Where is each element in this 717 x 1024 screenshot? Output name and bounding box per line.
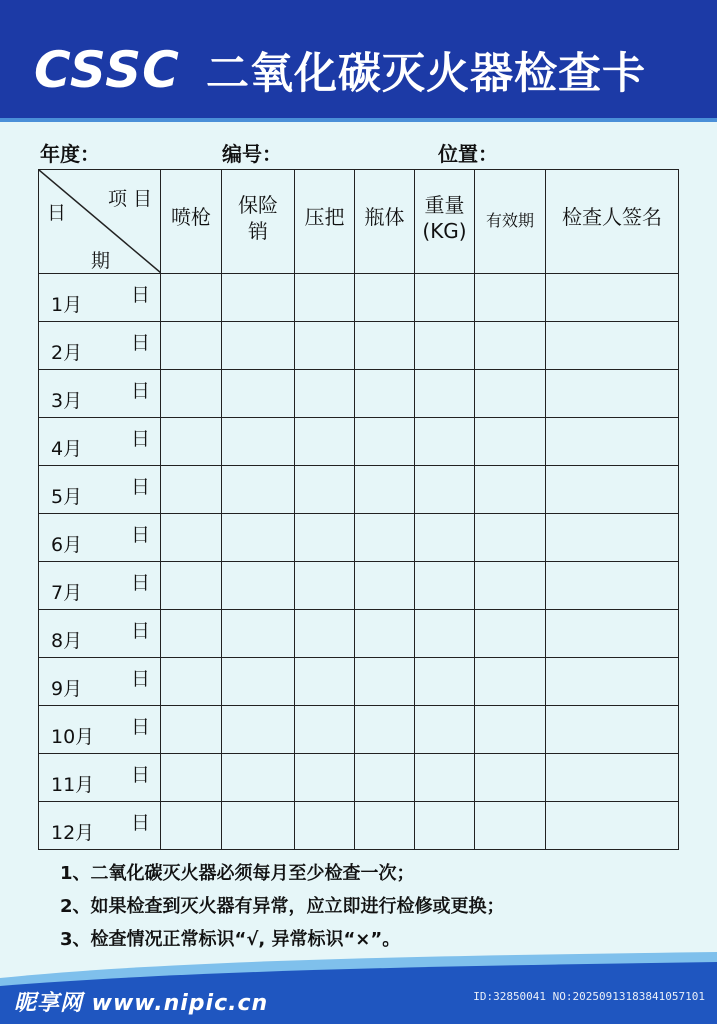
- date-cell: [39, 370, 161, 418]
- entry-cell[interactable]: [415, 274, 475, 322]
- month-label: 7月: [51, 582, 83, 604]
- entry-cell[interactable]: [546, 706, 679, 754]
- entry-cell[interactable]: [546, 370, 679, 418]
- day-label: 日: [131, 332, 151, 354]
- date-cell: [39, 802, 161, 850]
- entry-cell[interactable]: [475, 514, 546, 562]
- entry-cell[interactable]: [355, 658, 415, 706]
- month-label: 4月: [51, 438, 83, 460]
- entry-cell[interactable]: [161, 706, 222, 754]
- entry-cell[interactable]: [161, 658, 222, 706]
- entry-cell[interactable]: [355, 610, 415, 658]
- entry-cell[interactable]: [475, 418, 546, 466]
- entry-cell[interactable]: [475, 706, 546, 754]
- entry-cell[interactable]: [355, 802, 415, 850]
- month-label: 5月: [51, 486, 83, 508]
- entry-cell[interactable]: [415, 466, 475, 514]
- entry-cell[interactable]: [546, 514, 679, 562]
- day-label: 日: [131, 716, 151, 738]
- entry-cell[interactable]: [415, 514, 475, 562]
- entry-cell[interactable]: [355, 322, 415, 370]
- entry-cell[interactable]: [222, 370, 295, 418]
- instructions: [60, 860, 505, 959]
- entry-cell[interactable]: [355, 514, 415, 562]
- entry-cell[interactable]: [161, 754, 222, 802]
- table-row: [39, 418, 679, 466]
- day-label: 日: [131, 284, 151, 306]
- entry-cell[interactable]: [222, 418, 295, 466]
- entry-cell[interactable]: [161, 370, 222, 418]
- entry-cell[interactable]: [222, 466, 295, 514]
- column-header-label: 检查人签名: [562, 205, 662, 229]
- date-cell: [39, 466, 161, 514]
- entry-cell[interactable]: [295, 706, 355, 754]
- table-row: [39, 274, 679, 322]
- instruction-line: 3、检查情况正常标识“√, 异常标识“×”。: [60, 929, 401, 950]
- day-label: 日: [131, 476, 151, 498]
- column-header: [475, 170, 546, 274]
- entry-cell[interactable]: [295, 274, 355, 322]
- month-label: 11月: [51, 774, 95, 796]
- entry-cell[interactable]: [355, 466, 415, 514]
- entry-cell[interactable]: [295, 610, 355, 658]
- month-label: 10月: [51, 726, 95, 748]
- column-header-label: 压把: [304, 205, 345, 229]
- entry-cell[interactable]: [355, 418, 415, 466]
- entry-cell[interactable]: [222, 610, 295, 658]
- entry-cell[interactable]: [546, 610, 679, 658]
- entry-cell[interactable]: [355, 370, 415, 418]
- date-cell: [39, 274, 161, 322]
- entry-cell[interactable]: [546, 754, 679, 802]
- year-label: 年度：: [40, 142, 100, 166]
- day-label: 日: [131, 812, 151, 834]
- entry-cell[interactable]: [161, 274, 222, 322]
- column-header: [355, 170, 415, 274]
- column-header-label: 保险销: [238, 193, 278, 243]
- corner-header-cell: [39, 170, 161, 274]
- instruction-line: 2、如果检查到灭火器有异常，应立即进行检修或更换；: [60, 896, 505, 917]
- entry-cell[interactable]: [415, 706, 475, 754]
- day-label: 日: [131, 380, 151, 402]
- corner-period-label: 期: [91, 250, 111, 272]
- entry-cell[interactable]: [415, 322, 475, 370]
- day-label: 日: [131, 764, 151, 786]
- entry-cell[interactable]: [546, 322, 679, 370]
- table-row: [39, 706, 679, 754]
- entry-cell[interactable]: [355, 754, 415, 802]
- table-row: [39, 802, 679, 850]
- entry-cell[interactable]: [546, 802, 679, 850]
- entry-cell[interactable]: [475, 658, 546, 706]
- entry-cell[interactable]: [295, 514, 355, 562]
- date-cell: [39, 706, 161, 754]
- entry-cell[interactable]: [415, 562, 475, 610]
- entry-cell[interactable]: [546, 274, 679, 322]
- month-label: 1月: [51, 294, 83, 316]
- entry-cell[interactable]: [222, 562, 295, 610]
- entry-cell[interactable]: [161, 418, 222, 466]
- entry-cell[interactable]: [415, 370, 475, 418]
- day-label: 日: [131, 668, 151, 690]
- info-fields: [0, 138, 717, 166]
- column-header-label: 有效期: [485, 211, 534, 230]
- corner-day-label: 日: [47, 202, 67, 224]
- inspection-table: [38, 169, 679, 850]
- entry-cell[interactable]: [415, 658, 475, 706]
- entry-cell[interactable]: [222, 706, 295, 754]
- entry-cell[interactable]: [295, 418, 355, 466]
- entry-cell[interactable]: [161, 610, 222, 658]
- entry-cell[interactable]: [546, 466, 679, 514]
- table-row: [39, 610, 679, 658]
- entry-cell[interactable]: [222, 754, 295, 802]
- day-label: 日: [131, 620, 151, 642]
- entry-cell[interactable]: [161, 466, 222, 514]
- month-label: 3月: [51, 390, 83, 412]
- table-row: [39, 322, 679, 370]
- entry-cell[interactable]: [475, 610, 546, 658]
- entry-cell[interactable]: [355, 706, 415, 754]
- entry-cell[interactable]: [355, 274, 415, 322]
- table-row: [39, 658, 679, 706]
- entry-cell[interactable]: [475, 322, 546, 370]
- number-label: 编号：: [222, 142, 282, 166]
- entry-cell[interactable]: [546, 562, 679, 610]
- column-header: [546, 170, 679, 274]
- entry-cell[interactable]: [546, 418, 679, 466]
- entry-cell[interactable]: [475, 370, 546, 418]
- date-cell: [39, 658, 161, 706]
- table-row: [39, 562, 679, 610]
- corner-item-label: 项 目: [107, 188, 152, 210]
- table-row: [39, 754, 679, 802]
- entry-cell[interactable]: [475, 754, 546, 802]
- entry-cell[interactable]: [222, 514, 295, 562]
- month-label: 9月: [51, 678, 83, 700]
- column-header: [222, 170, 295, 274]
- month-label: 2月: [51, 342, 83, 364]
- day-label: 日: [131, 428, 151, 450]
- entry-cell[interactable]: [415, 610, 475, 658]
- entry-cell[interactable]: [295, 562, 355, 610]
- column-header-label: 瓶体: [364, 205, 405, 229]
- month-label: 8月: [51, 630, 83, 652]
- entry-cell[interactable]: [475, 274, 546, 322]
- column-header: [295, 170, 355, 274]
- entry-cell[interactable]: [415, 754, 475, 802]
- table-row: [39, 514, 679, 562]
- date-cell: [39, 322, 161, 370]
- entry-cell[interactable]: [295, 754, 355, 802]
- entry-cell[interactable]: [295, 802, 355, 850]
- entry-cell[interactable]: [295, 322, 355, 370]
- date-cell: [39, 610, 161, 658]
- entry-cell[interactable]: [161, 802, 222, 850]
- date-cell: [39, 514, 161, 562]
- date-cell: [39, 754, 161, 802]
- month-label: 6月: [51, 534, 83, 556]
- entry-cell[interactable]: [295, 466, 355, 514]
- column-header-label: 重量(KG): [422, 193, 467, 243]
- entry-cell[interactable]: [475, 562, 546, 610]
- watermark-id: ID:32850041 NO:20250913183841057101: [473, 990, 705, 1003]
- entry-cell[interactable]: [222, 322, 295, 370]
- entry-cell[interactable]: [161, 514, 222, 562]
- entry-cell[interactable]: [222, 274, 295, 322]
- entry-cell[interactable]: [161, 322, 222, 370]
- day-label: 日: [131, 572, 151, 594]
- position-label: 位置：: [438, 142, 498, 166]
- day-label: 日: [131, 524, 151, 546]
- entry-cell[interactable]: [355, 562, 415, 610]
- cssc-logo: CSSC: [34, 41, 180, 99]
- column-header: [161, 170, 222, 274]
- table-row: [39, 370, 679, 418]
- entry-cell[interactable]: [161, 562, 222, 610]
- entry-cell[interactable]: [222, 658, 295, 706]
- footer-bar: [0, 976, 717, 1024]
- entry-cell[interactable]: [415, 802, 475, 850]
- header-banner: [0, 0, 717, 122]
- entry-cell[interactable]: [295, 370, 355, 418]
- column-header-label: 喷枪: [171, 205, 211, 229]
- entry-cell[interactable]: [222, 802, 295, 850]
- date-cell: [39, 562, 161, 610]
- entry-cell[interactable]: [546, 658, 679, 706]
- column-header: [415, 170, 475, 274]
- entry-cell[interactable]: [295, 658, 355, 706]
- entry-cell[interactable]: [415, 418, 475, 466]
- entry-cell[interactable]: [475, 802, 546, 850]
- table-row: [39, 466, 679, 514]
- date-cell: [39, 418, 161, 466]
- page-title: 二氧化碳灭火器检查卡: [206, 49, 646, 99]
- entry-cell[interactable]: [475, 466, 546, 514]
- watermark-logo: 昵享网 www.nipic.cn: [14, 991, 269, 1016]
- month-label: 12月: [51, 822, 95, 844]
- instruction-line: 1、二氧化碳灭火器必须每月至少检查一次；: [60, 863, 415, 884]
